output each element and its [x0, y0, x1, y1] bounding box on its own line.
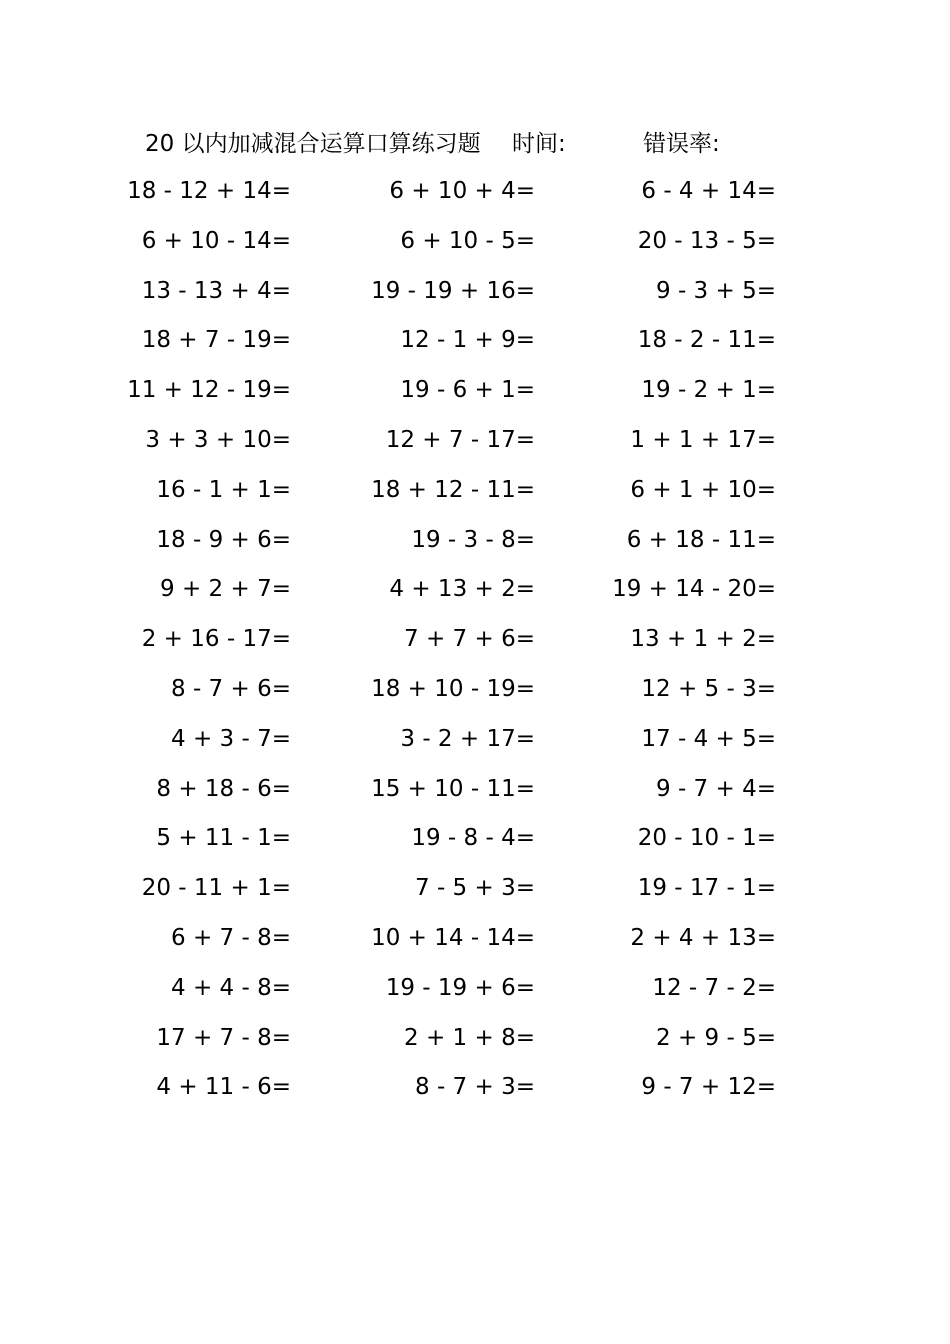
math-problem: 2 + 9 - 5= [656, 1024, 776, 1051]
math-problem: 6 + 10 - 5= [400, 227, 535, 254]
problem-row [0, 221, 950, 271]
math-problem: 2 + 1 + 8= [404, 1024, 535, 1051]
math-problem: 18 - 12 + 14= [127, 178, 291, 204]
math-problem: 19 - 8 - 4= [411, 825, 535, 852]
problem-row [0, 669, 950, 719]
math-problem: 19 - 19 + 16= [371, 277, 535, 304]
math-problem: 12 + 7 - 17= [385, 426, 535, 453]
math-problem: 12 - 1 + 9= [400, 327, 535, 354]
math-problem: 19 - 6 + 1= [400, 377, 535, 404]
math-problem: 3 - 2 + 17= [400, 725, 535, 752]
math-problem: 20 - 13 - 5= [637, 227, 776, 254]
math-problem: 17 - 4 + 5= [641, 725, 776, 752]
math-problem: 13 + 1 + 2= [630, 626, 776, 653]
worksheet-header [0, 124, 950, 164]
math-problem: 20 - 11 + 1= [141, 875, 291, 902]
math-problem: 7 - 5 + 3= [415, 875, 535, 902]
problem-row [0, 719, 950, 769]
math-problem: 8 - 7 + 3= [415, 1074, 535, 1101]
math-problem: 4 + 4 - 8= [171, 974, 291, 1001]
math-problem: 12 + 5 - 3= [641, 675, 776, 702]
problem-row [0, 420, 950, 470]
problem-grid [0, 171, 950, 1117]
math-problem: 1 + 1 + 17= [630, 426, 776, 453]
problem-row [0, 818, 950, 868]
math-problem: 13 - 13 + 4= [141, 277, 291, 304]
math-problem: 8 + 18 - 6= [156, 775, 291, 802]
math-problem: 19 + 14 - 20= [612, 576, 776, 603]
problem-row [0, 271, 950, 321]
error-rate-label: 错误率: [643, 131, 720, 157]
math-problem: 19 - 19 + 6= [385, 974, 535, 1001]
math-problem: 18 + 7 - 19= [141, 327, 291, 354]
problem-row [0, 520, 950, 570]
math-problem: 6 + 18 - 11= [626, 526, 776, 553]
math-problem: 6 + 7 - 8= [171, 924, 291, 951]
math-problem: 6 + 10 - 14= [141, 227, 291, 254]
math-problem: 2 + 4 + 13= [630, 924, 776, 951]
math-problem: 15 + 10 - 11= [371, 775, 535, 802]
math-problem: 18 - 2 - 11= [637, 327, 776, 354]
problem-row [0, 1018, 950, 1068]
math-problem: 5 + 11 - 1= [156, 825, 291, 852]
time-label: 时间: [512, 131, 566, 157]
math-problem: 4 + 13 + 2= [389, 576, 535, 603]
math-problem: 7 + 7 + 6= [404, 626, 535, 653]
math-problem: 16 - 1 + 1= [156, 476, 291, 503]
math-problem: 9 - 7 + 12= [641, 1074, 776, 1101]
problem-row [0, 918, 950, 968]
problem-row [0, 968, 950, 1018]
problem-row [0, 1067, 950, 1117]
math-problem: 12 - 7 - 2= [652, 974, 776, 1001]
math-problem: 4 + 3 - 7= [171, 725, 291, 752]
math-problem: 3 + 3 + 10= [145, 426, 291, 453]
problem-row [0, 370, 950, 420]
problem-row [0, 619, 950, 669]
math-problem: 10 + 14 - 14= [371, 924, 535, 951]
problem-row [0, 320, 950, 370]
math-problem: 9 - 3 + 5= [656, 277, 776, 304]
math-problem: 19 - 3 - 8= [411, 526, 535, 553]
math-problem: 4 + 11 - 6= [156, 1074, 291, 1101]
math-problem: 2 + 16 - 17= [141, 626, 291, 653]
math-problem: 20 - 10 - 1= [637, 825, 776, 852]
math-problem: 9 - 7 + 4= [656, 775, 776, 802]
problem-row [0, 569, 950, 619]
math-problem: 19 - 17 - 1= [637, 875, 776, 902]
problem-row [0, 868, 950, 918]
problem-row [0, 171, 950, 221]
math-problem: 18 + 10 - 19= [371, 675, 535, 702]
math-problem: 6 + 10 + 4= [389, 178, 535, 204]
worksheet-title: 20 以内加减混合运算口算练习题 [145, 131, 481, 157]
math-problem: 6 + 1 + 10= [630, 476, 776, 503]
problem-row [0, 769, 950, 819]
math-problem: 11 + 12 - 19= [127, 377, 291, 404]
math-problem: 17 + 7 - 8= [156, 1024, 291, 1051]
math-problem: 19 - 2 + 1= [641, 377, 776, 404]
math-problem: 18 + 12 - 11= [371, 476, 535, 503]
math-problem: 18 - 9 + 6= [156, 526, 291, 553]
math-problem: 9 + 2 + 7= [160, 576, 291, 603]
math-problem: 6 - 4 + 14= [641, 178, 776, 204]
math-problem: 8 - 7 + 6= [171, 675, 291, 702]
problem-row [0, 470, 950, 520]
